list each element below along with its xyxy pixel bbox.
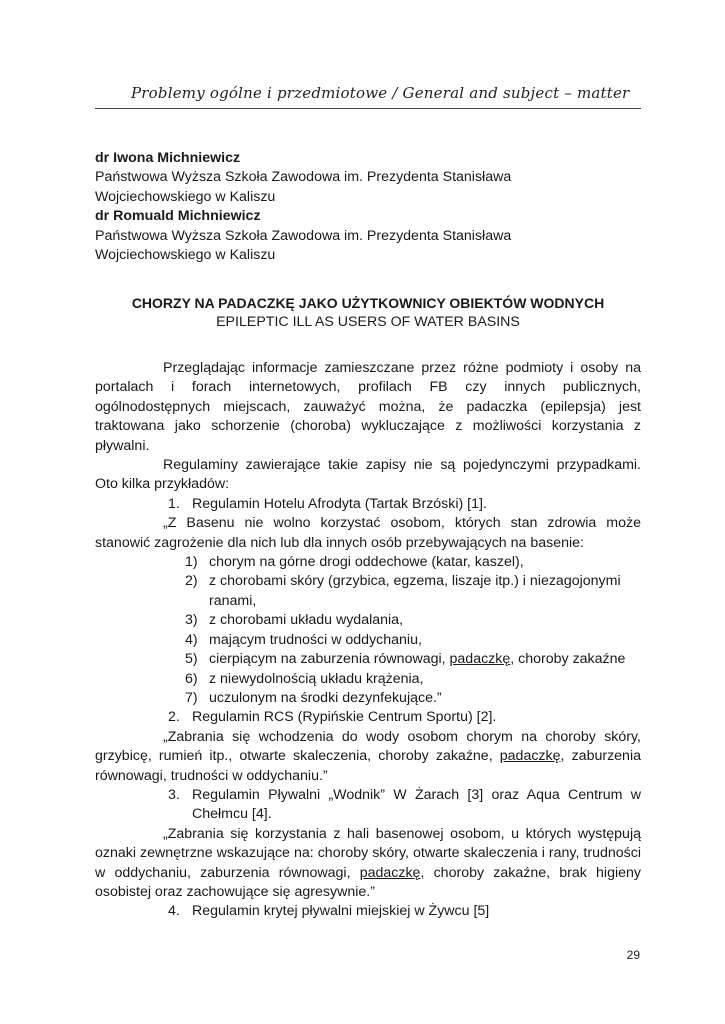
sub-list-text: z chorobami układu wydalania, — [209, 612, 404, 629]
author-block — [95, 149, 641, 265]
text-fragment: „Zabrania się korzystania z hali basenowej osobom, u których występują oznaki zewnętrzne wskazujące na: choroby skóry, otwarte skaleczenia i rany, trudności w oddychaniu, zaburzenia równowagi, — [95, 825, 641, 881]
paragraph-text: Oto kilka przykładów: — [95, 476, 230, 493]
header-rule — [95, 108, 641, 109]
author-affiliation: Wojciechowskiego w Kaliszu — [95, 247, 276, 264]
author-affiliation: Wojciechowskiego w Kaliszu — [95, 188, 276, 205]
sub-list-text: mającym trudności w oddychaniu, — [209, 631, 422, 648]
author-name: dr Iwona Michniewicz — [95, 150, 241, 166]
list-number: 4. — [168, 903, 180, 920]
quote-text: stanowić zagrożenie dla nich lub dla innych osób przebywających na basenie: — [95, 534, 584, 551]
list-item-title: Regulamin RCS (Rypińskie Centrum Sportu) [2]. — [192, 709, 497, 726]
sub-list-text — [209, 650, 641, 669]
sub-list-number: 7) — [185, 689, 198, 706]
sub-list-text: z chorobami skóry (grzybica, egzema, liszaje itp.) i niezagojonymi ranami, — [209, 573, 621, 609]
sub-list-number: 3) — [185, 612, 198, 629]
text-fragment: , choroby zakaźne, brak higieny osobistej oraz zachowujące się agresywnie.” — [95, 864, 641, 900]
author-affiliation: Państwowa Wyższa Szkoła Zawodowa im. Prezydenta Stanisława — [95, 227, 512, 244]
article-body — [95, 359, 641, 922]
sub-list-number: 4) — [185, 631, 198, 648]
sub-list-number: 2) — [185, 573, 198, 590]
sub-list-item — [95, 611, 641, 630]
list-number: 2. — [168, 709, 180, 726]
sub-list-item — [95, 650, 641, 669]
sub-list-item — [95, 670, 641, 689]
sub-list-item — [95, 631, 641, 650]
article-title-polish: CHORZY NA PADACZKĘ JAKO UŻYTKOWNICY OBIEKTÓW WODNYCH — [131, 295, 605, 311]
underlined-term: padaczkę — [449, 651, 511, 668]
author-name: dr Romuald Michniewicz — [95, 208, 261, 225]
list-number: 3. — [168, 786, 180, 803]
text-fragment: , choroby zakaźne — [510, 651, 626, 668]
text-fragment: cierpiącym na zaburzenia równowagi, — [209, 651, 446, 668]
quote-text: „Z Basenu nie wolno korzystać osobom, których stan zdrowia może — [163, 515, 641, 532]
sub-list-text: chorym na górne drogi oddechowe (katar, kaszel), — [209, 554, 524, 571]
quote-paragraph — [95, 825, 641, 903]
quote-paragraph — [95, 728, 641, 786]
list-item-title: Regulamin Hotelu Afrodyta (Tartak Brzóski) [1]. — [192, 495, 487, 512]
sub-list-item — [95, 572, 641, 611]
list-item — [95, 786, 641, 825]
list-item — [95, 708, 641, 727]
author-affiliation: Państwowa Wyższa Szkoła Zawodowa im. Prezydenta Stanisława — [95, 169, 512, 186]
sub-list-number: 6) — [185, 670, 198, 687]
page-number: 29 — [626, 948, 640, 962]
sub-list-text: uczulonym na środki dezynfekujące.” — [209, 689, 442, 706]
text-fragment: , zaburzenia równowagi, trudności w oddychaniu.” — [95, 748, 641, 784]
list-item-title: Regulamin Pływalni „Wodnik” W Żarach [3] oraz Aqua Centrum w Chełmcu [4]. — [192, 786, 641, 823]
list-number: 1. — [168, 495, 180, 512]
list-item-title: Regulamin krytej pływalni miejskiej w Żywcu [5] — [192, 903, 490, 920]
running-header: Problemy ogólne i przedmiotowe / General and subject – matter — [131, 84, 630, 102]
article-title-english: EPILEPTIC ILL AS USERS OF WATER BASINS — [216, 314, 520, 330]
intro-paragraph: Przeglądając informacje zamieszczane przez różne podmioty i osoby na portalach i forach internetowych, profilach FB czy innych publicznych, ogólnodostępnych miejscach, zauważyć można, że padaczka (epilepsja) jest traktowana jako schorzenie (choroba) wykluczające z możliwości korzystania z pływalni. — [95, 360, 641, 454]
sub-list-item — [95, 689, 641, 708]
text-fragment: „Zabrania się wchodzenia do wody osobom chorym na choroby skóry, grzybicę, rumień itp., otwarte skaleczenia, choroby zakaźne, — [95, 728, 641, 765]
paragraph-text: Regulaminy zawierające takie zapisy nie są pojedynczymi przypadkami. — [163, 457, 641, 474]
underlined-term: padaczkę — [359, 864, 421, 881]
sub-list-item — [95, 553, 641, 572]
article-title-block — [95, 294, 641, 332]
sub-list-number: 1) — [185, 554, 198, 571]
sub-list-text: z niewydolnością układu krążenia, — [209, 670, 424, 687]
list-item — [95, 902, 641, 921]
list-item — [95, 495, 641, 514]
sub-list-number: 5) — [185, 651, 198, 668]
underlined-term: padaczkę — [499, 748, 561, 765]
